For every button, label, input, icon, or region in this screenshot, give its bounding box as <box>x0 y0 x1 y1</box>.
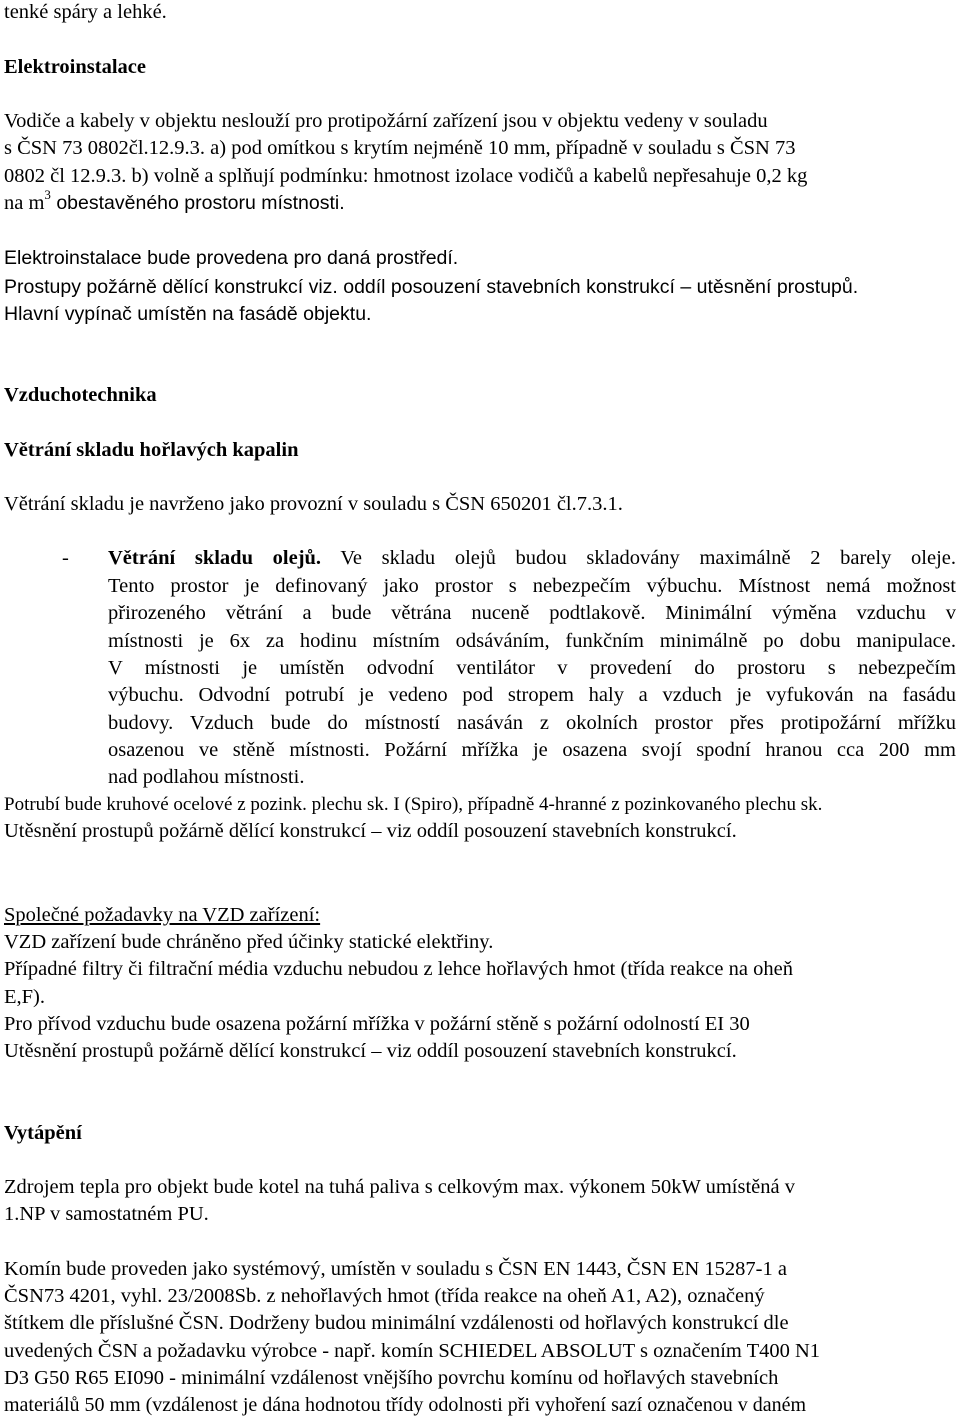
text-fragment: na m <box>4 192 45 214</box>
list-item-line: V místnosti je umístěn odvodní ventilátor v provedení do prostoru s nebezpečím <box>108 657 956 679</box>
text-fragment: obestavěného prostoru místnosti. <box>50 192 345 214</box>
list-item-title: Větrání skladu olejů. <box>108 547 322 569</box>
text-fragment: Ve skladu olejů budou skladovány maximálně 2 barely oleje. <box>321 547 956 569</box>
text-line: 0802 čl 12.9.3. b) volně a splňují podmínku: hmotnost izolace vodičů a kabelů nepřesahuje 0,2 kg <box>4 165 808 187</box>
text-line: uvedených ČSN a požadavku výrobce - např. komín SCHIEDEL ABSOLUT s označením T400 N1 <box>4 1340 821 1362</box>
list-item-line: nad podlahou místnosti. <box>108 766 305 788</box>
text-line: Vodiče a kabely v objektu neslouží pro protipožární zařízení jsou v objektu vedeny v souladu <box>4 110 768 132</box>
text-line: materiálů 50 mm (vzdálenost je dána hodnotou třídy odolnosti při vyhoření sazí označenou v daném <box>4 1394 807 1416</box>
list-item-line: Tento prostor je definovaný jako prostor s nebezpečím výbuchu. Místnost nemá možnost <box>108 575 956 597</box>
text-line: ČSN73 4201, vyhl. 23/2008Sb. z nehořlavých hmot (třída reakce na oheň A1, A2), označený <box>4 1285 765 1307</box>
list-item-line: výbuchu. Odvodní potrubí je vedeno pod stropem haly a vzduch je vyfukován na fasádu <box>108 684 956 706</box>
heading-vetrani-skladu: Větrání skladu hořlavých kapalin <box>4 439 299 461</box>
text-line <box>4 187 345 217</box>
superscript: 3 <box>44 187 51 203</box>
text-line: Zdrojem tepla pro objekt bude kotel na tuhá paliva s celkovým max. výkonem 50kW umístěná v <box>4 1176 795 1198</box>
text-line: Případné filtry či filtrační média vzduchu nebudou z lehce hořlavých hmot (třída reakce na oheň <box>4 958 793 980</box>
text-line: Komín bude proveden jako systémový, umístěn v souladu s ČSN EN 1443, ČSN EN 15287-1 a <box>4 1258 787 1280</box>
text-line: Elektroinstalace bude provedena pro daná prostředí. <box>4 247 459 269</box>
list-item-line <box>108 545 956 572</box>
text-line: Prostupy požárně dělící konstrukcí viz. oddíl posouzení stavebních konstrukcí – utěsnění prostupů. <box>4 276 859 298</box>
text-line: VZD zařízení bude chráněno před účinky statické elektřiny. <box>4 931 494 953</box>
text-line: Utěsnění prostupů požárně dělící konstrukcí – viz oddíl posouzení stavebních konstrukcí. <box>4 1040 737 1062</box>
list-dash: - <box>62 547 69 569</box>
heading-elektroinstalace: Elektroinstalace <box>4 56 146 78</box>
list-item-line: přirozeného větrání a bude větrána nuceně podtlakově. Minimální výměna vzduchu v <box>108 602 956 624</box>
heading-vytapeni: Vytápění <box>4 1122 82 1144</box>
text-line: Pro přívod vzduchu bude osazena požární mřížka v požární stěně s požární odolností EI 30 <box>4 1013 750 1035</box>
heading-spolecne-pozadavky: Společné požadavky na VZD zařízení: <box>4 904 321 926</box>
list-item-line: místnosti je 6x za hodinu místním odsáváním, funkčním minimálně po dobu manipulace. <box>108 630 956 652</box>
heading-vzduchotechnika: Vzduchotechnika <box>4 384 157 406</box>
text-line: tenké spáry a lehké. <box>4 1 167 23</box>
text-line: s ČSN 73 0802čl.12.9.3. a) pod omítkou s krytím nejméně 10 mm, případně v souladu s ČSN 73 <box>4 137 796 159</box>
text-line: Hlavní vypínač umístěn na fasádě objektu. <box>4 303 372 325</box>
list-item-line: budovy. Vzduch bude do místností nasáván z okolních prostor přes protipožární mřížku <box>108 712 956 734</box>
text-line: Potrubí bude kruhové ocelové z pozink. plechu sk. I (Spiro), případně 4-hranné z pozinkovaného plechu sk. <box>4 794 823 815</box>
text-line: Větrání skladu je navrženo jako provozní v souladu s ČSN 650201 čl.7.3.1. <box>4 493 623 515</box>
text-line: E,F). <box>4 986 45 1008</box>
text-line: 1.NP v samostatném PU. <box>4 1203 209 1225</box>
text-line: Utěsnění prostupů požárně dělící konstrukcí – viz oddíl posouzení stavebních konstrukcí. <box>4 820 737 842</box>
text-line: D3 G50 R65 EI090 - minimální vzdálenost vnějšího povrchu komínu od hořlavých stavebních <box>4 1367 779 1389</box>
list-item-line: osazenou ve stěně místnosti. Požární mřížka je osazena svojí spodní hranou cca 200 mm <box>108 739 956 761</box>
text-line: štítkem dle příslušné ČSN. Dodrženy budou minimální vzdálenosti od hořlavých konstrukcí dle <box>4 1312 789 1334</box>
